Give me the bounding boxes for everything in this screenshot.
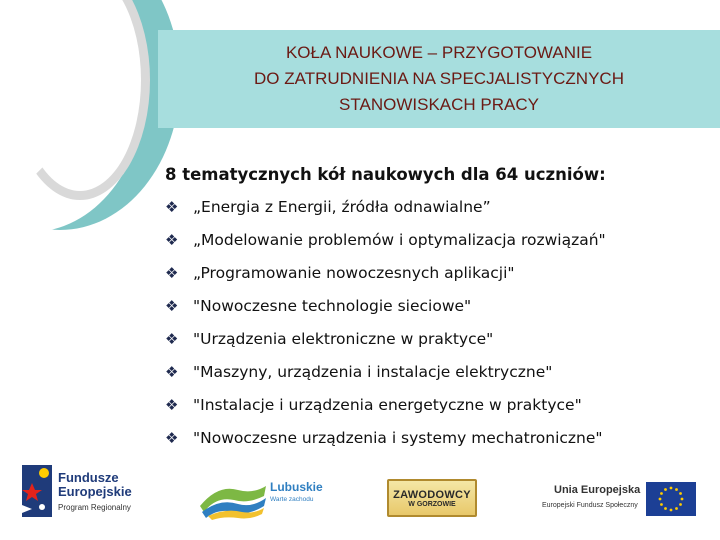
unia-europejska-logo [538, 478, 698, 518]
title-line-3: STANOWISKACH PRACY [339, 95, 539, 114]
list-item [165, 256, 710, 289]
eu-star-icon [660, 492, 663, 495]
list-item-text: „Modelowanie problemów i optymalizacja rozwiązań" [193, 230, 606, 249]
eu-star-icon [659, 498, 662, 501]
list-item [165, 289, 710, 322]
eu-star-icon [670, 509, 673, 512]
diamond-bullet-icon: ❖ [165, 428, 179, 447]
list-item-text: "Nowoczesne urządzenia i systemy mechatroniczne" [193, 428, 603, 447]
ue-line-2: Europejski Fundusz Społeczny [542, 502, 638, 509]
eu-star-icon [664, 488, 667, 491]
list-item-text: "Instalacje i urządzenia energetyczne w praktyce" [193, 395, 582, 414]
fundusze-europejskie-text [58, 471, 132, 512]
zawodowcy-logo [387, 479, 477, 517]
diamond-bullet-icon: ❖ [165, 362, 179, 381]
eu-star-icon [660, 503, 663, 506]
lubuskie-logo [198, 476, 328, 522]
fe-line-1: Fundusze [58, 469, 119, 485]
list-item [165, 388, 710, 421]
list-item [165, 223, 710, 256]
list-item-text: „Programowanie nowoczesnych aplikacji" [193, 263, 515, 282]
logo-bar [0, 458, 720, 540]
eu-flag-icon [646, 482, 696, 516]
list-item-text: "Nowoczesne technologie sieciowe" [193, 296, 472, 315]
eu-star-icon [679, 492, 682, 495]
eu-star-icon [675, 507, 678, 510]
zawodowcy-line-2: W GORZOWIE [408, 500, 456, 508]
title-banner [158, 30, 720, 128]
eu-star-icon [681, 498, 684, 501]
fundusze-europejskie-logo-icon [22, 465, 52, 517]
diamond-bullet-icon: ❖ [165, 329, 179, 348]
lubuskie-line-2: Warte zachodu [270, 496, 314, 503]
list-item-text: "Urządzenia elektroniczne w praktyce" [193, 329, 494, 348]
list-item [165, 421, 710, 454]
eu-star-icon [670, 487, 673, 490]
diamond-bullet-icon: ❖ [165, 197, 179, 216]
zawodowcy-line-1: ZAWODOWCY [393, 488, 471, 501]
eu-star-icon [675, 488, 678, 491]
fe-line-3: Program Regionalny [58, 502, 131, 512]
title-line-1: KOŁA NAUKOWE – PRZYGOTOWANIE [285, 43, 593, 62]
diamond-bullet-icon: ❖ [165, 230, 179, 249]
eu-star-icon [679, 503, 682, 506]
lubuskie-hills-logo-icon [198, 476, 268, 520]
topic-list [165, 190, 710, 454]
title-line-2: DO ZATRUDNIENIA NA SPECJALISTYCZNYCH [254, 69, 624, 88]
list-item [165, 190, 710, 223]
list-item-text: "Maszyny, urządzenia i instalacje elektryczne" [193, 362, 553, 381]
list-item [165, 322, 710, 355]
eu-star-icon [664, 507, 667, 510]
diamond-bullet-icon: ❖ [165, 395, 179, 414]
fe-line-2: Europejskie [58, 483, 132, 499]
list-item [165, 355, 710, 388]
ue-line-1: Unia Europejska [554, 484, 641, 496]
list-item-text: „Energia z Energii, źródła odnawialne” [193, 197, 491, 216]
fundusze-europejskie-logo [22, 463, 152, 519]
lubuskie-line-1: Lubuskie [270, 480, 323, 494]
content-body [165, 160, 710, 454]
diamond-bullet-icon: ❖ [165, 263, 179, 282]
diamond-bullet-icon: ❖ [165, 296, 179, 315]
intro-text: 8 tematycznych kół naukowych dla 64 uczniów: [165, 165, 606, 184]
